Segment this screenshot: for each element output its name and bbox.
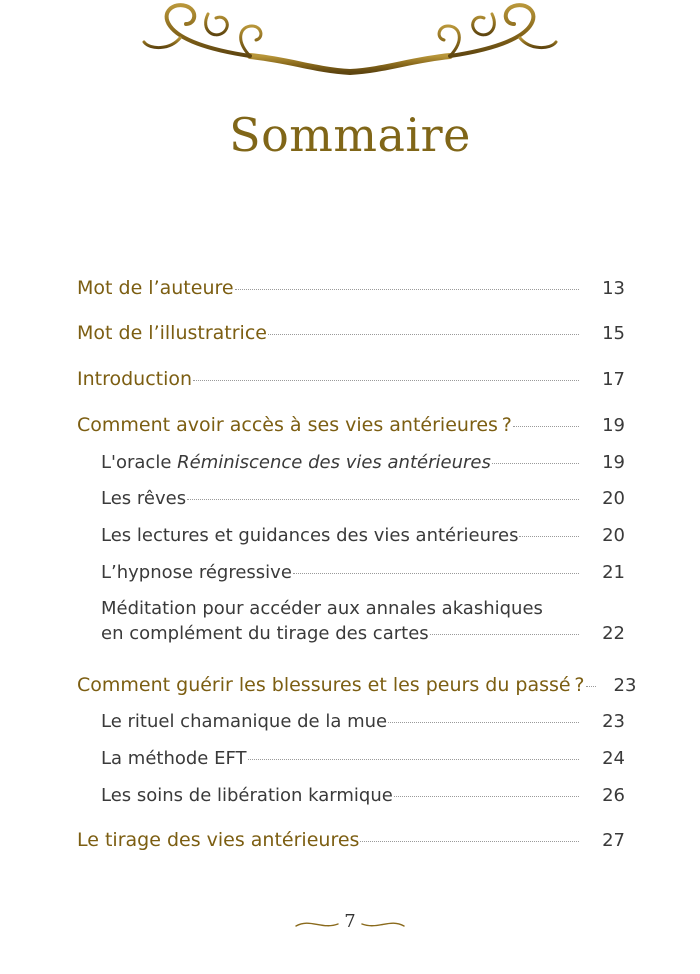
toc-entry-label: L'oracle Réminiscence des vies antérieures: [101, 452, 491, 473]
toc-subentry[interactable]: [101, 562, 625, 583]
toc-page-number: 19: [602, 415, 625, 436]
toc-page-number: 23: [613, 675, 637, 696]
dot-leader: [513, 426, 579, 427]
toc-entry-label: Le tirage des vies antérieures: [77, 829, 360, 851]
dot-leader: [193, 380, 579, 381]
dot-leader: [293, 573, 579, 574]
toc-page-number: 19: [602, 452, 625, 473]
toc-entry-label: Les lectures et guidances des vies antérieures: [101, 525, 519, 546]
page-footer: [0, 910, 700, 940]
dot-leader: [586, 686, 596, 687]
dot-leader: [492, 463, 579, 464]
dot-leader: [394, 796, 579, 797]
toc-subentry[interactable]: [101, 488, 625, 509]
dot-leader: [519, 536, 579, 537]
toc-subentry[interactable]: [101, 525, 625, 546]
toc-page-number: 26: [602, 785, 625, 806]
dot-leader: [268, 334, 579, 335]
toc-page-number: 15: [602, 323, 625, 344]
toc-entry-label: Mot de l’auteure: [77, 277, 234, 299]
page-number: 7: [344, 911, 356, 932]
toc-entry[interactable]: [77, 414, 625, 436]
toc-page-number: 27: [602, 830, 625, 851]
toc-subentry[interactable]: [101, 785, 625, 806]
toc-entry[interactable]: [77, 368, 625, 390]
toc-entry-label-line2: en complément du tirage des cartes: [101, 623, 429, 644]
dot-leader: [235, 289, 579, 290]
toc-entry-label: Le rituel chamanique de la mue: [101, 711, 388, 732]
toc-entry[interactable]: [77, 322, 625, 344]
page-title: Sommaire: [229, 108, 471, 162]
toc-page-number: 20: [602, 488, 625, 509]
toc-entry-label: Les soins de libération karmique: [101, 785, 393, 806]
dot-leader: [248, 759, 580, 760]
toc-page-number: 22: [602, 623, 625, 644]
toc-entry[interactable]: [77, 277, 625, 299]
toc-entry-label: Comment guérir les blessures et les peurs du passé ?: [77, 674, 585, 696]
dot-leader: [388, 722, 579, 723]
toc-page-number: 23: [602, 711, 625, 732]
toc-page-number: 20: [602, 525, 625, 546]
toc-entry-label: La méthode EFT: [101, 748, 247, 769]
toc-entry-label-line1: Méditation pour accéder aux annales akashiques: [101, 598, 543, 619]
toc-subentry[interactable]: [101, 452, 625, 473]
toc-entry[interactable]: [77, 674, 637, 696]
toc-entry-label: Mot de l’illustratrice: [77, 322, 267, 344]
dot-leader: [360, 841, 579, 842]
toc-subentry[interactable]: [101, 748, 625, 769]
toc-entry-label: Comment avoir accès à ses vies antérieures ?: [77, 414, 512, 436]
toc-entry-label: L’hypnose régressive: [101, 562, 292, 583]
toc-entry[interactable]: [77, 829, 625, 851]
toc-subentry[interactable]: [101, 598, 625, 644]
dot-leader: [430, 634, 579, 635]
toc-page-number: 17: [602, 369, 625, 390]
toc-page-number: 24: [602, 748, 625, 769]
toc-entry-label: Introduction: [77, 368, 193, 390]
toc-page-number: 13: [602, 278, 625, 299]
toc-subentry[interactable]: [101, 711, 625, 732]
dot-leader: [187, 499, 579, 500]
toc-page-number: 21: [602, 562, 625, 583]
toc-entry-label: Les rêves: [101, 488, 187, 509]
